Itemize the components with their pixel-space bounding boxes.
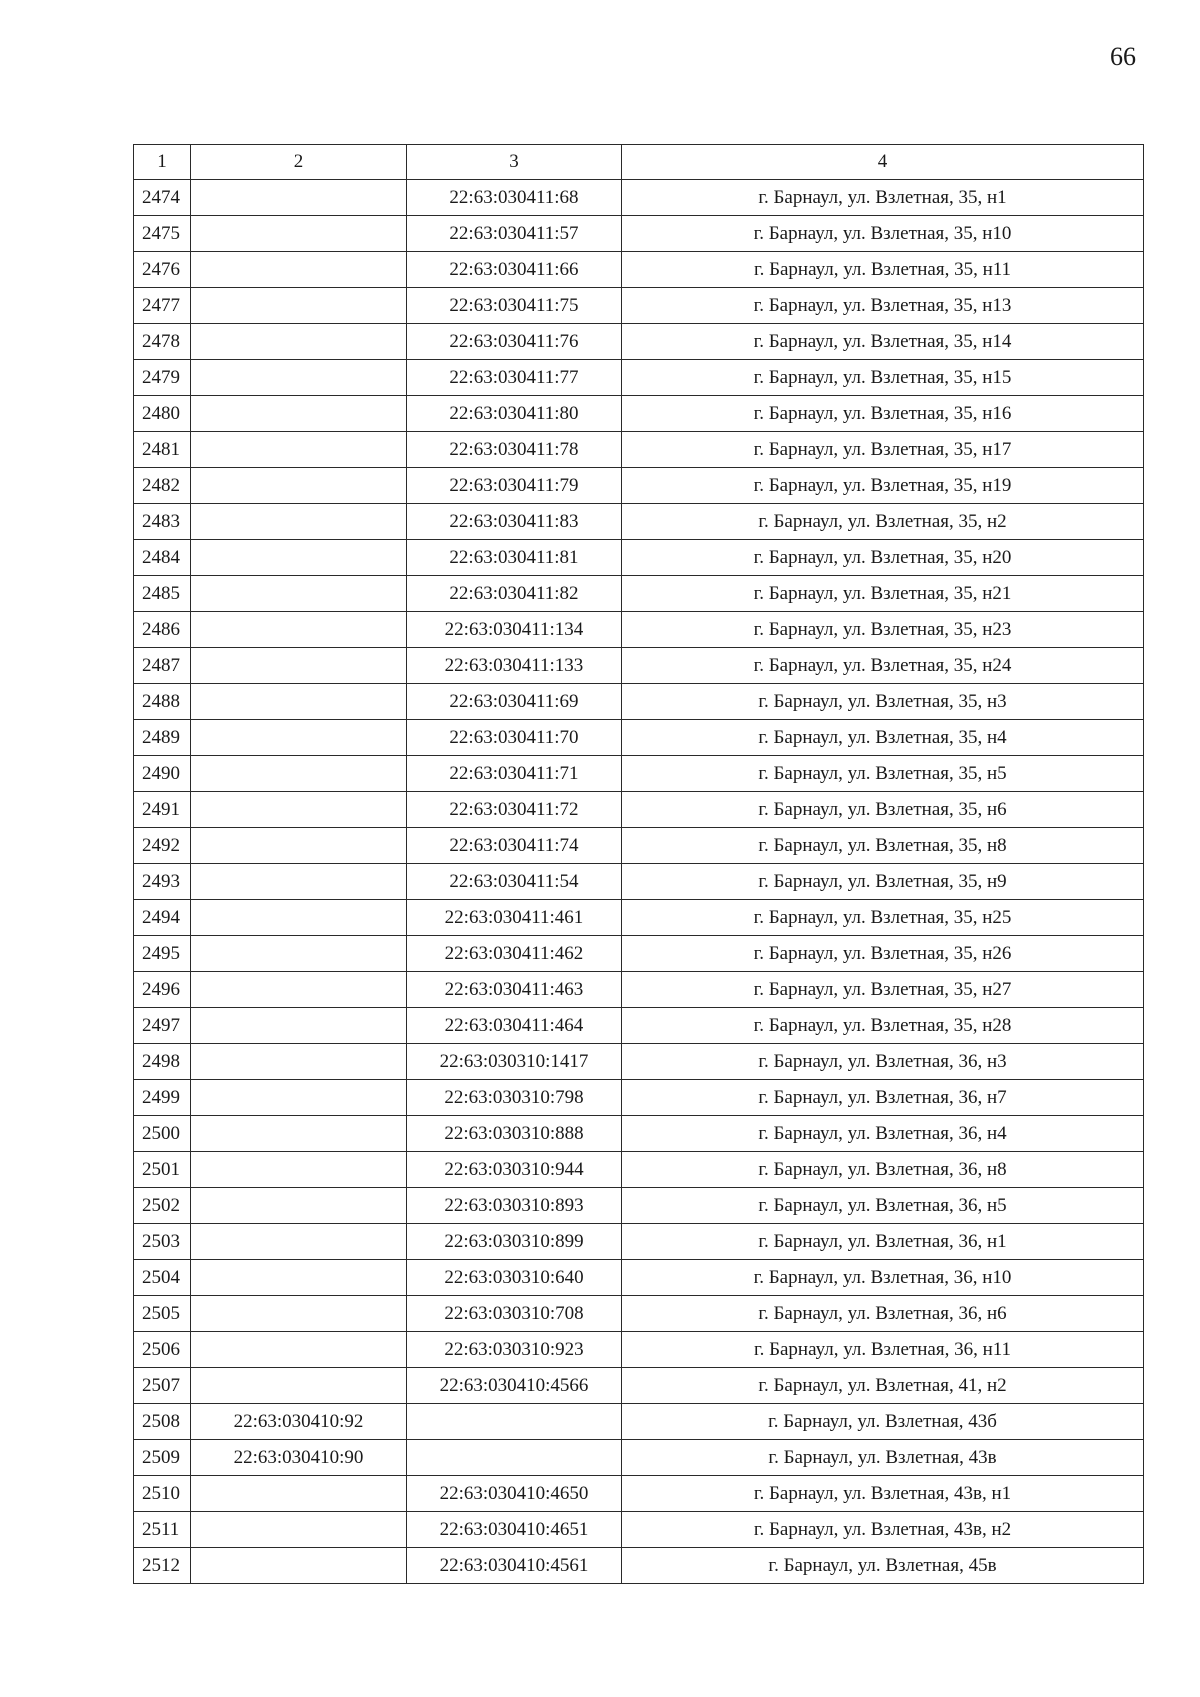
- cadastral-number-building-cell: 22:63:030411:77: [407, 360, 622, 396]
- cadastral-number-land-cell: [191, 432, 407, 468]
- address-cell: г. Барнаул, ул. Взлетная, 35, н17: [622, 432, 1144, 468]
- cadastral-number-land-cell: [191, 1332, 407, 1368]
- row-number-cell: 2480: [134, 396, 191, 432]
- cadastral-number-building-cell: 22:63:030310:888: [407, 1116, 622, 1152]
- address-cell: г. Барнаул, ул. Взлетная, 35, н24: [622, 648, 1144, 684]
- cadastral-number-land-cell: [191, 252, 407, 288]
- row-number-cell: 2512: [134, 1548, 191, 1584]
- row-number-cell: 2486: [134, 612, 191, 648]
- row-number-cell: 2476: [134, 252, 191, 288]
- table-row: [134, 792, 1144, 828]
- cadastral-number-land-cell: [191, 936, 407, 972]
- address-cell: г. Барнаул, ул. Взлетная, 35, н27: [622, 972, 1144, 1008]
- cadastral-number-land-cell: [191, 1260, 407, 1296]
- address-cell: г. Барнаул, ул. Взлетная, 35, н8: [622, 828, 1144, 864]
- address-cell: г. Барнаул, ул. Взлетная, 35, н11: [622, 252, 1144, 288]
- cadastral-number-land-cell: [191, 576, 407, 612]
- address-cell: г. Барнаул, ул. Взлетная, 35, н28: [622, 1008, 1144, 1044]
- address-cell: г. Барнаул, ул. Взлетная, 43в, н2: [622, 1512, 1144, 1548]
- cadastral-number-building-cell: 22:63:030411:79: [407, 468, 622, 504]
- row-number-cell: 2490: [134, 756, 191, 792]
- address-cell: г. Барнаул, ул. Взлетная, 36, н7: [622, 1080, 1144, 1116]
- address-cell: г. Барнаул, ул. Взлетная, 35, н14: [622, 324, 1144, 360]
- table-row: [134, 1548, 1144, 1584]
- column-header: 4: [622, 145, 1144, 180]
- row-number-cell: 2498: [134, 1044, 191, 1080]
- cadastral-number-land-cell: [191, 612, 407, 648]
- address-cell: г. Барнаул, ул. Взлетная, 35, н3: [622, 684, 1144, 720]
- address-cell: г. Барнаул, ул. Взлетная, 45в: [622, 1548, 1144, 1584]
- cadastral-number-land-cell: [191, 180, 407, 216]
- cadastral-number-building-cell: 22:63:030411:464: [407, 1008, 622, 1044]
- address-cell: г. Барнаул, ул. Взлетная, 36, н10: [622, 1260, 1144, 1296]
- row-number-cell: 2475: [134, 216, 191, 252]
- row-number-cell: 2503: [134, 1224, 191, 1260]
- cadastral-number-building-cell: 22:63:030411:461: [407, 900, 622, 936]
- table-row: [134, 432, 1144, 468]
- row-number-cell: 2477: [134, 288, 191, 324]
- cadastral-number-building-cell: 22:63:030411:78: [407, 432, 622, 468]
- row-number-cell: 2510: [134, 1476, 191, 1512]
- column-header: 3: [407, 145, 622, 180]
- cadastral-number-land-cell: [191, 360, 407, 396]
- cadastral-number-land-cell: [191, 1116, 407, 1152]
- cadastral-number-building-cell: 22:63:030410:4561: [407, 1548, 622, 1584]
- cadastral-number-land-cell: [191, 1476, 407, 1512]
- page-number: 66: [1110, 42, 1136, 71]
- table-row: [134, 1476, 1144, 1512]
- cadastral-number-building-cell: 22:63:030411:75: [407, 288, 622, 324]
- table-row: [134, 756, 1144, 792]
- cadastral-number-land-cell: [191, 504, 407, 540]
- table-row: [134, 1260, 1144, 1296]
- column-header: 1: [134, 145, 191, 180]
- cadastral-number-land-cell: [191, 1152, 407, 1188]
- address-cell: г. Барнаул, ул. Взлетная, 35, н23: [622, 612, 1144, 648]
- cadastral-number-building-cell: 22:63:030411:74: [407, 828, 622, 864]
- cadastral-number-building-cell: 22:63:030310:798: [407, 1080, 622, 1116]
- address-cell: г. Барнаул, ул. Взлетная, 36, н5: [622, 1188, 1144, 1224]
- address-cell: г. Барнаул, ул. Взлетная, 41, н2: [622, 1368, 1144, 1404]
- table-row: [134, 216, 1144, 252]
- cadastral-number-land-cell: [191, 1512, 407, 1548]
- address-cell: г. Барнаул, ул. Взлетная, 35, н16: [622, 396, 1144, 432]
- row-number-cell: 2508: [134, 1404, 191, 1440]
- table-row: [134, 1080, 1144, 1116]
- cadastral-number-building-cell: 22:63:030310:1417: [407, 1044, 622, 1080]
- row-number-cell: 2504: [134, 1260, 191, 1296]
- registry-table: [133, 144, 1144, 1584]
- cadastral-number-land-cell: [191, 900, 407, 936]
- address-cell: г. Барнаул, ул. Взлетная, 35, н20: [622, 540, 1144, 576]
- row-number-cell: 2505: [134, 1296, 191, 1332]
- cadastral-number-land-cell: [191, 792, 407, 828]
- cadastral-number-building-cell: 22:63:030310:708: [407, 1296, 622, 1332]
- cadastral-number-building-cell: 22:63:030411:462: [407, 936, 622, 972]
- cadastral-number-building-cell: 22:63:030411:71: [407, 756, 622, 792]
- address-cell: г. Барнаул, ул. Взлетная, 35, н10: [622, 216, 1144, 252]
- table-row: [134, 360, 1144, 396]
- cadastral-number-building-cell: 22:63:030411:54: [407, 864, 622, 900]
- row-number-cell: 2483: [134, 504, 191, 540]
- address-cell: г. Барнаул, ул. Взлетная, 43в: [622, 1440, 1144, 1476]
- row-number-cell: 2487: [134, 648, 191, 684]
- address-cell: г. Барнаул, ул. Взлетная, 43б: [622, 1404, 1144, 1440]
- table-row: [134, 648, 1144, 684]
- row-number-cell: 2500: [134, 1116, 191, 1152]
- cadastral-number-land-cell: [191, 468, 407, 504]
- cadastral-number-building-cell: 22:63:030310:899: [407, 1224, 622, 1260]
- table-row: [134, 972, 1144, 1008]
- cadastral-number-building-cell: 22:63:030411:57: [407, 216, 622, 252]
- address-cell: г. Барнаул, ул. Взлетная, 35, н19: [622, 468, 1144, 504]
- table-row: [134, 1008, 1144, 1044]
- cadastral-number-land-cell: [191, 972, 407, 1008]
- table-row: [134, 684, 1144, 720]
- cadastral-number-land-cell: [191, 1368, 407, 1404]
- row-number-cell: 2506: [134, 1332, 191, 1368]
- cadastral-number-land-cell: [191, 1008, 407, 1044]
- row-number-cell: 2495: [134, 936, 191, 972]
- cadastral-number-building-cell: 22:63:030411:80: [407, 396, 622, 432]
- cadastral-number-land-cell: [191, 1548, 407, 1584]
- address-cell: г. Барнаул, ул. Взлетная, 36, н3: [622, 1044, 1144, 1080]
- table-row: [134, 900, 1144, 936]
- table-row: [134, 1152, 1144, 1188]
- table-row: [134, 1512, 1144, 1548]
- table-row: [134, 180, 1144, 216]
- address-cell: г. Барнаул, ул. Взлетная, 36, н8: [622, 1152, 1144, 1188]
- row-number-cell: 2496: [134, 972, 191, 1008]
- table-row: [134, 1296, 1144, 1332]
- cadastral-number-land-cell: [191, 288, 407, 324]
- row-number-cell: 2485: [134, 576, 191, 612]
- cadastral-number-building-cell: [407, 1440, 622, 1476]
- address-cell: г. Барнаул, ул. Взлетная, 35, н2: [622, 504, 1144, 540]
- table-row: [134, 936, 1144, 972]
- address-cell: г. Барнаул, ул. Взлетная, 36, н4: [622, 1116, 1144, 1152]
- row-number-cell: 2497: [134, 1008, 191, 1044]
- address-cell: г. Барнаул, ул. Взлетная, 43в, н1: [622, 1476, 1144, 1512]
- cadastral-number-land-cell: [191, 648, 407, 684]
- row-number-cell: 2479: [134, 360, 191, 396]
- cadastral-number-building-cell: 22:63:030310:923: [407, 1332, 622, 1368]
- cadastral-number-building-cell: 22:63:030411:463: [407, 972, 622, 1008]
- cadastral-number-building-cell: 22:63:030411:68: [407, 180, 622, 216]
- cadastral-number-land-cell: 22:63:030410:92: [191, 1404, 407, 1440]
- address-cell: г. Барнаул, ул. Взлетная, 35, н25: [622, 900, 1144, 936]
- address-cell: г. Барнаул, ул. Взлетная, 35, н15: [622, 360, 1144, 396]
- row-number-cell: 2502: [134, 1188, 191, 1224]
- cadastral-number-land-cell: [191, 864, 407, 900]
- table-row: [134, 1116, 1144, 1152]
- row-number-cell: 2478: [134, 324, 191, 360]
- cadastral-number-land-cell: [191, 396, 407, 432]
- cadastral-number-building-cell: 22:63:030411:66: [407, 252, 622, 288]
- address-cell: г. Барнаул, ул. Взлетная, 36, н11: [622, 1332, 1144, 1368]
- table-row: [134, 1188, 1144, 1224]
- table-row: [134, 1332, 1144, 1368]
- cadastral-number-building-cell: 22:63:030310:640: [407, 1260, 622, 1296]
- table-row: [134, 252, 1144, 288]
- cadastral-number-building-cell: [407, 1404, 622, 1440]
- table-row: [134, 504, 1144, 540]
- cadastral-number-building-cell: 22:63:030411:82: [407, 576, 622, 612]
- row-number-cell: 2509: [134, 1440, 191, 1476]
- row-number-cell: 2494: [134, 900, 191, 936]
- table-row: [134, 1224, 1144, 1260]
- cadastral-number-building-cell: 22:63:030411:81: [407, 540, 622, 576]
- row-number-cell: 2491: [134, 792, 191, 828]
- row-number-cell: 2481: [134, 432, 191, 468]
- cadastral-number-land-cell: [191, 1188, 407, 1224]
- cadastral-number-building-cell: 22:63:030411:69: [407, 684, 622, 720]
- cadastral-number-building-cell: 22:63:030411:70: [407, 720, 622, 756]
- row-number-cell: 2488: [134, 684, 191, 720]
- cadastral-number-building-cell: 22:63:030310:944: [407, 1152, 622, 1188]
- cadastral-number-building-cell: 22:63:030410:4650: [407, 1476, 622, 1512]
- cadastral-number-land-cell: [191, 720, 407, 756]
- row-number-cell: 2507: [134, 1368, 191, 1404]
- table-row: [134, 864, 1144, 900]
- row-number-cell: 2482: [134, 468, 191, 504]
- cadastral-number-building-cell: 22:63:030411:76: [407, 324, 622, 360]
- table-row: [134, 324, 1144, 360]
- table-row: [134, 540, 1144, 576]
- cadastral-number-land-cell: [191, 1296, 407, 1332]
- table-row: [134, 720, 1144, 756]
- cadastral-number-building-cell: 22:63:030411:134: [407, 612, 622, 648]
- row-number-cell: 2492: [134, 828, 191, 864]
- table-row: [134, 396, 1144, 432]
- address-cell: г. Барнаул, ул. Взлетная, 35, н1: [622, 180, 1144, 216]
- table-row: [134, 576, 1144, 612]
- table-row: [134, 1044, 1144, 1080]
- cadastral-number-land-cell: [191, 1044, 407, 1080]
- address-cell: г. Барнаул, ул. Взлетная, 35, н5: [622, 756, 1144, 792]
- cadastral-number-building-cell: 22:63:030410:4651: [407, 1512, 622, 1548]
- cadastral-number-building-cell: 22:63:030411:133: [407, 648, 622, 684]
- address-cell: г. Барнаул, ул. Взлетная, 35, н26: [622, 936, 1144, 972]
- row-number-cell: 2474: [134, 180, 191, 216]
- address-cell: г. Барнаул, ул. Взлетная, 35, н13: [622, 288, 1144, 324]
- cadastral-number-land-cell: [191, 1224, 407, 1260]
- cadastral-number-land-cell: [191, 540, 407, 576]
- cadastral-number-land-cell: [191, 324, 407, 360]
- table-row: [134, 1368, 1144, 1404]
- row-number-cell: 2501: [134, 1152, 191, 1188]
- cadastral-number-building-cell: 22:63:030310:893: [407, 1188, 622, 1224]
- table-row: [134, 468, 1144, 504]
- cadastral-number-land-cell: [191, 828, 407, 864]
- table-body: [134, 180, 1144, 1584]
- table-row: [134, 612, 1144, 648]
- table-row: [134, 828, 1144, 864]
- row-number-cell: 2489: [134, 720, 191, 756]
- address-cell: г. Барнаул, ул. Взлетная, 35, н6: [622, 792, 1144, 828]
- address-cell: г. Барнаул, ул. Взлетная, 35, н4: [622, 720, 1144, 756]
- row-number-cell: 2493: [134, 864, 191, 900]
- table-row: [134, 1404, 1144, 1440]
- row-number-cell: 2499: [134, 1080, 191, 1116]
- row-number-cell: 2484: [134, 540, 191, 576]
- cadastral-number-land-cell: [191, 216, 407, 252]
- address-cell: г. Барнаул, ул. Взлетная, 36, н1: [622, 1224, 1144, 1260]
- cadastral-number-building-cell: 22:63:030411:72: [407, 792, 622, 828]
- cadastral-number-building-cell: 22:63:030411:83: [407, 504, 622, 540]
- cadastral-number-land-cell: [191, 684, 407, 720]
- column-header: 2: [191, 145, 407, 180]
- table-row: [134, 1440, 1144, 1476]
- table-header-row: [134, 145, 1144, 180]
- cadastral-number-land-cell: [191, 756, 407, 792]
- address-cell: г. Барнаул, ул. Взлетная, 35, н9: [622, 864, 1144, 900]
- cadastral-number-land-cell: 22:63:030410:90: [191, 1440, 407, 1476]
- row-number-cell: 2511: [134, 1512, 191, 1548]
- table-row: [134, 288, 1144, 324]
- address-cell: г. Барнаул, ул. Взлетная, 35, н21: [622, 576, 1144, 612]
- cadastral-number-land-cell: [191, 1080, 407, 1116]
- cadastral-number-building-cell: 22:63:030410:4566: [407, 1368, 622, 1404]
- address-cell: г. Барнаул, ул. Взлетная, 36, н6: [622, 1296, 1144, 1332]
